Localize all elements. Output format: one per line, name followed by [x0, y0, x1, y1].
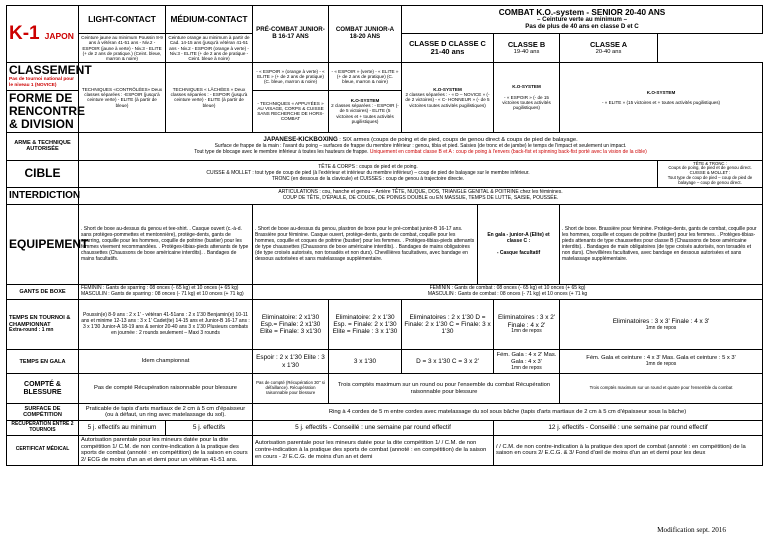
- gala-b: Fém. Gala : 4 x 2' Mas. Gala : 4 x 3' 1mn de repos: [494, 350, 560, 374]
- classement-cell: CLASSEMENT Pas de tournoi national pour le niveau 1 (NOVICE): [7, 63, 79, 90]
- temps-junior: Eliminatoire: 2 x 1'30 Esp. = Finale: 2 x 1'30 Elite = Finale : 3 x 1'30: [329, 300, 402, 350]
- ko-system-header: COMBAT K.O.-system - SENIOR 20-40 ANS – Ceinture verte au minimum – Pas de plus de 40 ans en classe D et C: [402, 6, 763, 34]
- pre-combat-header: PRÉ-COMBAT JUNIOR-B 16-17 ANS: [253, 6, 329, 63]
- recup-right: 12 j. effectifs - Conseillé : une semaine par round effectif: [494, 421, 763, 436]
- rules-sheet: [6, 5, 762, 466]
- rules-table: [6, 5, 763, 466]
- classe-b-header: CLASSE B 19-40 ans: [494, 34, 560, 63]
- temps-pre-combat: Eliminatoire: 2 x1'30 Esp.= Finale: 2 x1'30 Elite = Finale: 3 x1'30: [253, 300, 329, 350]
- medium-contact-header: MÉDIUM-CONTACT: [166, 6, 253, 34]
- light-forme: TECHNIQUES «CONTRÔLÉES» Deux classes séparées : -ESPOIR (jusqu'à ceinture verte) - ELITE (à partir de bleue): [79, 63, 166, 132]
- gants-right: FEMININ : Gants de combat : 08 onces (- 65 kg) et 10 onces (+ 65 kg) MASCULIN : Gants de combat : 08 onces (- 71 kg) et 10 onces (+ 71 kg: [253, 285, 763, 300]
- compte-light: Pas de compté Récupération raisonnable pour blessure: [79, 374, 253, 404]
- light-classement: Ceinture jaune au minimum Poussin 8-9 ans à vétéran 41-51 ans - Niv.2 - ESPOIR (jaune à verte) - Niv.3 - ELITE (+ de 2 ans de pratique.) (Ceint. bleue, marron & noire): [79, 34, 166, 63]
- k1-title: K-1: [9, 23, 40, 44]
- certificat-right: / / C.M. de non contre-indication à la pratique des sport de combat (annoté : en compétition) de la saison en cours 2/ E.C.G. & 3/ Fond d'œil de moins d'un an et demi pour les deux: [494, 435, 763, 465]
- cible-text: TÊTE & CORPS : coups de pied et de poing. CUISSE & MOLLET : tout type de coup de pied (à l'extérieur et intérieur du membre inférieur) – coup de pied de balayage sur le membre inférieur. TRONC (en dessous de la clavicule) et CUISSES : coup de genou à trajectoire directe.: [79, 160, 658, 188]
- surface-label: SURFACE DE COMPÉTITION: [7, 404, 79, 421]
- certificat-left: Autorisation parentale pour les mineurs datée pour la dite compétition 1/ C.M. de non contre-indication à la pratique des sports de combat (annoté : en compétition) de la saison en cours 2/ ECG de moins d'un an et demi pour un vétéran 41-51 ans.: [79, 435, 253, 465]
- medium-classement: Ceinture orange au minimum à partir de Cad. 14-15 ans (jusqu'à vétéran 41-51 ans - Niv.2 - ESPOIR (orange à verte) - Niv.3 - ELITE (+ de 2 ans de pratique - Ceint. bleue à noire): [166, 34, 253, 63]
- gala-light: Idem championnat: [79, 350, 253, 374]
- medium-forme: TECHNIQUES « LÂCHÉES » Deux classes séparées : - ESPOIR (jusqu'à ceinture verte) - ELITE (à partir de bleue): [166, 63, 253, 132]
- temps-dc: Eliminatoires : 2 x 1'30 D = Finale: 2 x 1'30 C = Finale: 3 x 1'30: [402, 300, 494, 350]
- arme-text: JAPANESE-KICKBOXING : SIX armes (coups de poing et de pied, coups de genou direct & coups de pied de balayage. Surface de frappe de la main : l'avant du poing – surfaces de frappe du membre inférieur : genou, tibia et pied. Saisies (de tronc et de jambe) le temps de l'impact et seulement un impact. Tout type de blocage avec le membre inférieur à toutes les hauteurs de frappe. Uniquement en combat classe B et A : coup de poing à l'envers (back-fist et spinning back-fist porté avec la vision de la cible): [79, 132, 763, 160]
- surface-right: Ring à 4 cordes de 5 m entre cordes avec matelassage du sol sous bâche (tapis d'arts martiaux de 2 cm à 5 cm d'épaisseur sous la bâche): [253, 404, 763, 421]
- temps-a: Eliminatoires : 3 x 3' Finale : 4 x 3' 1mn de repos: [560, 300, 763, 350]
- surface-left: Praticable de tapis d'arts martiaux de 2 cm à 5 cm d'épaisseur (ou à défaut, un ring avec matelassage du sol).: [79, 404, 253, 421]
- classe-a-header: CLASSE A 20-40 ans: [560, 34, 658, 63]
- interdiction-text: ARTICULATIONS : cou, hanche et genou – Arrière TÊTE, NUQUE, DOS, TRIANGLE GENITAL & POITRINE chez les féminines. COUP DE TÊTE, D'ÉPAULE, DE COUDE, DE POINGS DOUBLE ou EN MASSUE, TEMPS DE LUTTE, SAISIE, POUSSÉE.: [79, 188, 763, 205]
- recup-mid: 5 j. effectifs - Conseillé : une semaine par round effectif: [253, 421, 494, 436]
- temps-b: Eliminatoires : 3 x 2' Finale : 4 x 2' 1mn de repos: [494, 300, 560, 350]
- temps-label: TEMPS EN TOURNOI & CHAMPIONNAT Extra-round : 1 mn: [7, 300, 79, 350]
- compte-pre-combat: Pas de compté (Récupération 30'' si défaillance). Récupération raisonnable pour blessure: [253, 374, 329, 404]
- recup-label: RÉCUPÉRATION ENTRE 2 TOURNOIS: [7, 421, 79, 436]
- gala-label: TEMPS EN GALA: [7, 350, 79, 374]
- gala-pre-combat: Espoir : 2 x 1'30 Elite : 3 x 1'30: [253, 350, 329, 374]
- combat-junior-classement: - « ESPOIR » (verte) - « ELITE » (+ de 2 ans de pratique) (C. bleue, marron & noire): [329, 63, 402, 90]
- gala-dc: D = 3 x 1'30 C = 3 x 2': [402, 350, 494, 374]
- compte-a: Trois comptés maximum sur un round et quatre pour l'ensemble du combat: [560, 374, 763, 404]
- arme-label: ARME & TECHNIQUE AUTORISÉE: [7, 132, 79, 160]
- equipement-left: . Short de boxe au-dessus du genou et tee-shirt. . Casque ouvert (c.-à-d. sans protèges-pommettes et mentonnière), protège-dents, gants de sparring, coquille pour les hommes, coquille de poitrine (bustier) pour les femmes vivement recommandées. . Protèges-tibias-pieds attenants de type chaussettes (Chaussons de boxe américaine interdits). . Bandages de mains facultatifs.: [79, 205, 253, 285]
- combat-junior-forme: K.O-SYSTEM 2 classes séparées : - ESPOIR (- de 5 victoires) - ELITE (5 victoires et + toutes activités pugilistiques): [329, 90, 402, 132]
- classe-dc-header: CLASSE D CLASSE C 21-40 ans: [402, 34, 494, 63]
- gants-label: GANTS DE BOXE: [7, 285, 79, 300]
- equipement-mid: . Short de boxe au-dessus du genou, plastron de boxe pour le pré-combat junior-B 16-17 ans. Brassière pour féminine. Casque ouvert, protège-dents, gants de combat, coquille pour les hommes, coquille et coques de poitrine (bustier) pour les femmes. . Protèges-tibias-pieds attenants de type chaussettes (Chaussons de boxe américaine interdits). . Bandages de mains obligatoires (de type croisés autorisés, non torsadés et non durs). Chevillières facultatives, avec bandage en dessous autorisées et sans matelassage supplémentaire.: [253, 205, 478, 285]
- cible-right: TÊTE & TRONC : Coups de poing, de pied et de genou direct. CUISSE & MOLLET : Tout type de coup de pied – coup de pied de balayage – coup de genou direct.: [658, 160, 763, 188]
- combat-junior-header: COMBAT JUNIOR-A 18-20 ANS: [329, 6, 402, 63]
- pre-combat-classement: - « ESPOIR » (orange à verte) - « ELITE » (+ de 2 ans de pratique) (C. bleue, marron & noire): [253, 63, 329, 90]
- equipement-right: . Short de boxe. Brassière pour féminine. Protège-dents, gants de combat, coquille pour les hommes, coquille et coques de poitrine (bustier) pour les femmes. . Protèges-tibias-pieds attenants de type chaussettes pour classe B (Chaussons de boxe américaine interdits). . Bandages de main obligatoires (de type croisés autorisés, non torsadés et non durs). Chevillières facultatives, avec bandage en dessous autorisées et sans matelassage supplémentaire.: [560, 205, 763, 285]
- cible-label: CIBLE: [7, 160, 79, 188]
- equipement-label: EQUIPEMENT: [7, 205, 79, 285]
- classe-b-forme: K.O-SYSTEM - « ESPOIR » (- de 15 victoires toutes activités pugilistiques): [494, 63, 560, 132]
- recup-light: 5 j. effectifs au minimum: [79, 421, 166, 436]
- temps-light: Poussin(e) 8-9 ans : 2 x 1' - vétéran 41-51ans : 2 x 1'30 Benjamin(e) 10-11 ans et minime 12-13 ans : 3 x 1' Cadet(te) 14-15 ans et Junior-B 16-17 ans : 3 x 1'30 Junior-A 18-19 ans & senior 20-40 ans 3 x 1'30 Plusieurs combats en journée : 2 rounds seulement – Maxi 3 rounds: [79, 300, 253, 350]
- title-cell: [7, 6, 79, 63]
- recup-medium: 5 j. effectifs: [166, 421, 253, 436]
- gants-left: FEMININ : Gants de sparring : 08 onces (- 65 kg) et 10 onces (+ 65 kg) MASCULIN : Gants de sparring : 08 onces (- 71 kg) et 10 onces (+ 71 kg): [79, 285, 253, 300]
- interdiction-label: INTERDICTION: [7, 188, 79, 205]
- gala-a: Fém. Gala et ceinture : 4 x 3' Mas. Gala et ceinture : 5 x 3' 1mn de repos: [560, 350, 763, 374]
- compte-mid: Trois comptés maximum sur un round ou pour l'ensemble du combat Récupération raisonnable pour blessure: [329, 374, 560, 404]
- equipement-gala: En gala - junior-A (Elite) et classe C : - Casque facultatif: [478, 205, 560, 285]
- compte-label: COMPTÉ & BLESSURE: [7, 374, 79, 404]
- certificat-mid: Autorisation parentale pour les mineurs datée pour la dite compétition 1/ / C.M. de non contre-indication à la pratique des sports de combat (annoté : en compétition) de la saison en cours - 2/ E.C.G. de moins d'un an et demi: [253, 435, 494, 465]
- pre-combat-forme: - TECHNIQUES « APPUYÉES » AU VISAGE, CORPS & CUISSE SANS RECHERCHE DE HORS-COMBAT: [253, 90, 329, 132]
- certificat-label: CERTIFICAT MÉDICAL: [7, 435, 79, 465]
- light-contact-header: LIGHT-CONTACT: [79, 6, 166, 34]
- classe-a-forme: K.O-SYSTEM - « ELITE » (15 victoires et + toutes activités pugilistiques): [560, 63, 763, 132]
- japon-title: JAPON: [44, 31, 74, 41]
- classe-dc-forme: K.O-SYSTEM 2 classes séparées : - « D – NOVICE » (- de 2 victoires) - « C- HONNEUR » (- de 5 victoires toutes activités pugilistiques): [402, 63, 494, 132]
- gala-junior: 3 x 1'30: [329, 350, 402, 374]
- modification-date: Modification sept. 2016: [657, 526, 726, 534]
- forme-label: FORME DE RENCONTRE & DIVISION: [7, 90, 79, 132]
